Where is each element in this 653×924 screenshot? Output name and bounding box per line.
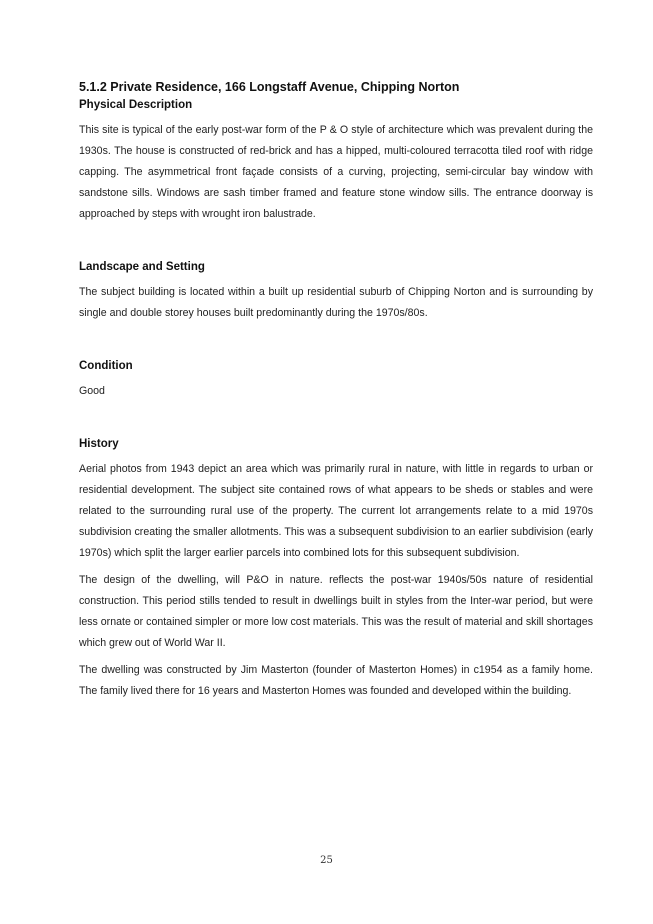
page-number: 25	[320, 855, 333, 866]
history-heading: History	[79, 438, 119, 450]
landscape-paragraph: The subject building is located within a built up residential suburb of Chipping Norton and is surrounding by single and double storey houses built predominantly during the 1970s/80s.	[79, 286, 593, 319]
physical-description-heading: Physical Description	[79, 99, 193, 111]
condition-heading: Condition	[79, 360, 133, 372]
physical-description-paragraph: This site is typical of the early post-war form of the P & O style of architecture which was prevalent during the 1930s. The house is constructed of red-brick and has a hipped, multi-coloured terracotta tiled roof with ridge capping. The asymmetrical front façade consists of a curving, projecting, semi-circular bay window with sandstone sills. Windows are sash timber framed and feature stone window sills. The entrance doorway is approached by steps with wrought iron balustrade.	[79, 124, 593, 220]
landscape-heading: Landscape and Setting	[79, 261, 205, 273]
document-body	[79, 78, 593, 702]
section-heading: 5.1.2 Private Residence, 166 Longstaff Avenue, Chipping Norton	[79, 80, 460, 94]
history-paragraph: The dwelling was constructed by Jim Masterton (founder of Masterton Homes) in c1954 as a family home. The family lived there for 16 years and Masterton Homes was founded and developed within the building.	[79, 664, 593, 697]
condition-paragraph: Good	[79, 385, 105, 397]
history-paragraph: The design of the dwelling, will P&O in nature. reflects the post-war 1940s/50s nature of residential construction. This period stills tended to result in dwellings built in styles from the Inter-war period, but were less ornate or contained simpler or more low cost materials. This was the result of material and skill shortages which grew out of World War II.	[79, 574, 593, 649]
history-paragraph: Aerial photos from 1943 depict an area which was primarily rural in nature, with little in regards to urban or residential development. The subject site contained rows of what appears to be sheds or stables and were related to the surrounding rural use of the property. The current lot arrangements relate to a mid 1970s subdivision creating the smaller allotments. This was a subsequent subdivision to an earlier subdivision (early 1970s) which split the larger earlier parcels into combined lots for this subsequent subdivision.	[79, 463, 593, 559]
